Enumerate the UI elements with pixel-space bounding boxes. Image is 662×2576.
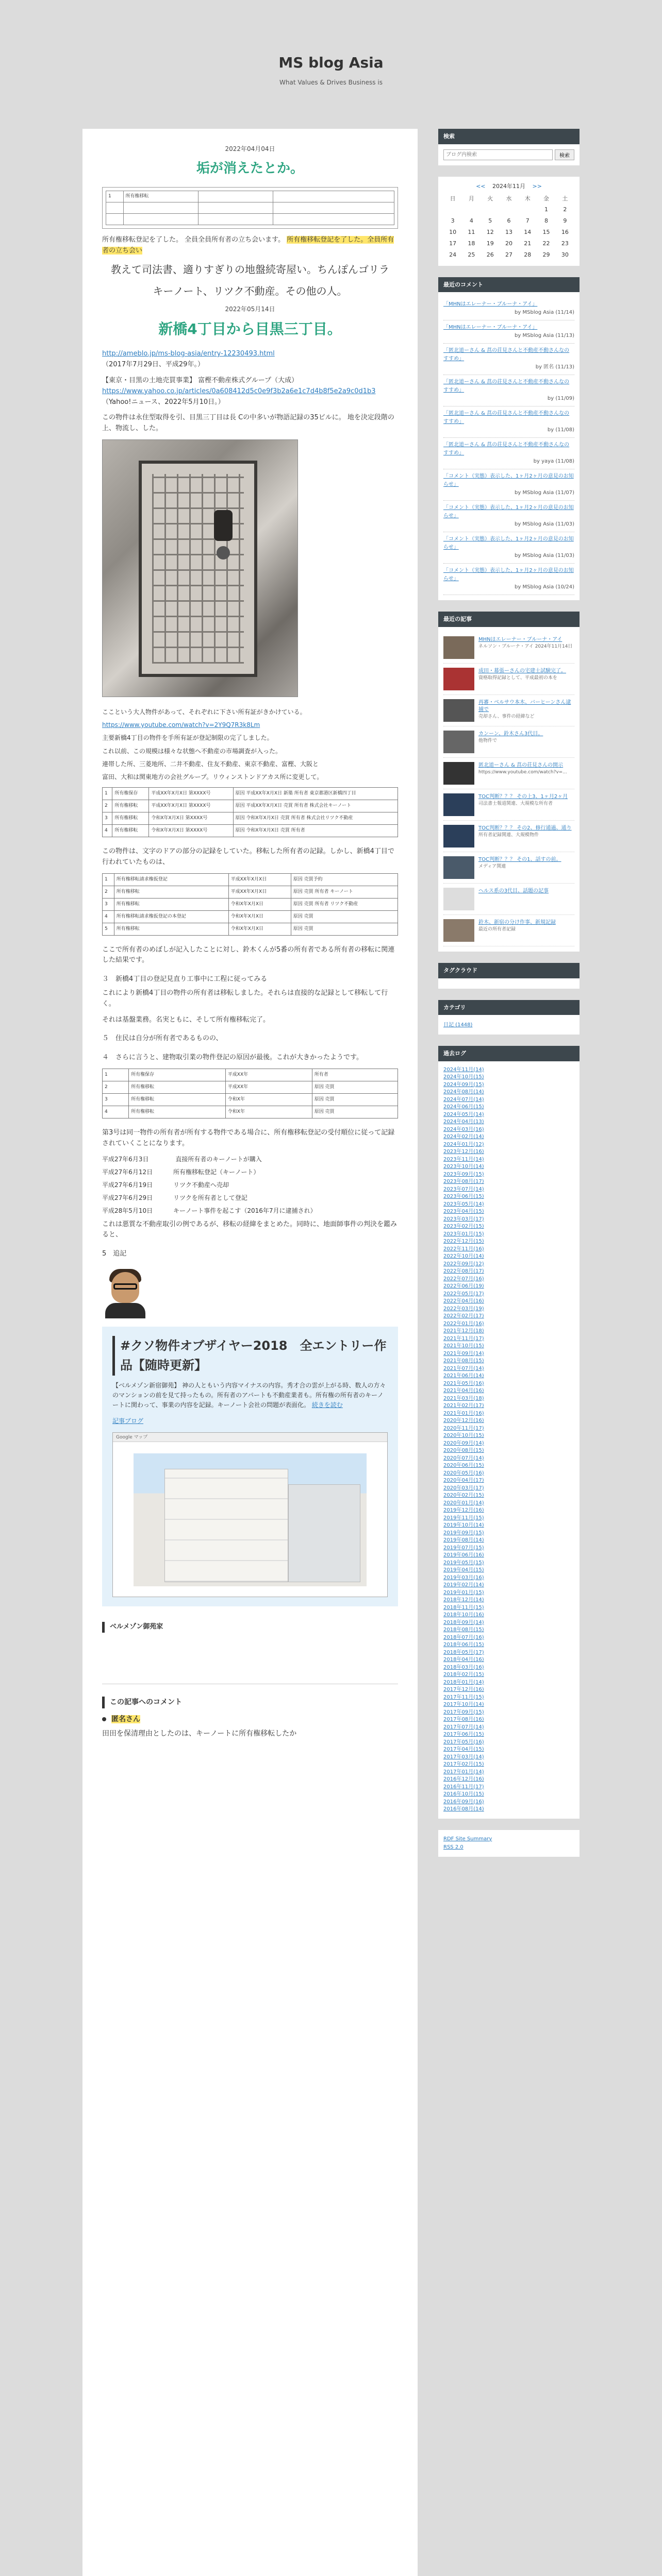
intro-text: 【東京・目黒の土地売買事業】 富樫不動産株式グループ（大成） <box>102 376 299 384</box>
archive-link[interactable]: 2019年03月(16) <box>443 1574 484 1581</box>
entry-body <box>102 235 398 257</box>
recent-comment-item <box>443 406 574 438</box>
comment <box>102 1714 398 1740</box>
calendar-table: 日 月 火 水 木 金 土 1 2 3 4 5 6 7 8 9 10 11 12 13 14 15 16 17 18 19 20 21 22 23 24 25 26 27 28 29 30 <box>449 195 569 258</box>
widget-title: カテゴリ <box>438 1000 580 1015</box>
recent-entry-item <box>443 726 574 758</box>
widget-title: タグクラウド <box>438 963 580 978</box>
archive-link[interactable]: 2018年02月(15) <box>443 1672 484 1678</box>
link-note: （Yahoo!ニュース、2022年5月10日。） <box>102 398 225 406</box>
archive-link[interactable]: 2024年04月(13) <box>443 1119 484 1125</box>
recent-comment-author: by MSblog Asia (10/24) <box>515 584 574 590</box>
recent-comment-item <box>443 438 574 469</box>
memo-line: 主要新橋4丁目の物件を手所有証が登記制限の完了しました。 <box>102 734 273 742</box>
calendar-prev-link[interactable]: << <box>476 182 486 190</box>
table-row: 3 所有権移転 令和X年X月X日 原因 売買 所有者 リツク不動産 <box>103 898 398 910</box>
recent-entry-meta: 売却さん、事件の経緯など <box>478 714 535 719</box>
recent-entry-link[interactable]: TOC判断？？？ その2、修行通過、通り <box>478 825 572 831</box>
registry-document-image <box>102 187 398 229</box>
archive-link[interactable]: 2017年12月(16) <box>443 1687 484 1693</box>
paragraph: 第3号は同一物件の所有者が所有する物件である場合に、所有権移転登記の受付順位に従って記録されていくことになります。 <box>102 1129 395 1147</box>
archive-link[interactable]: 2021年04月(16) <box>443 1388 484 1394</box>
archive-link[interactable]: 2017年03月(14) <box>443 1754 484 1760</box>
archive-link[interactable]: 2017年04月(15) <box>443 1747 484 1753</box>
archive-link[interactable]: 2016年11月(17) <box>443 1784 484 1790</box>
archive-link[interactable]: 2017年02月(15) <box>443 1761 484 1768</box>
archive-link[interactable]: 2021年05月(16) <box>443 1380 484 1386</box>
archive-link[interactable]: 2021年01月(16) <box>443 1410 484 1416</box>
table-row: 3 所有権移転 令和X年 原因 売買 <box>103 1094 398 1106</box>
calendar-month: 2024年11月 <box>492 182 525 190</box>
rss-widget <box>438 1830 580 1857</box>
archive-link[interactable]: 2016年09月(16) <box>443 1799 484 1805</box>
archive-link[interactable]: 2018年03月(16) <box>443 1664 484 1670</box>
author-row <box>102 1267 398 1318</box>
archive-link[interactable]: 2020年11月(17) <box>443 1425 484 1431</box>
recent-comment-author: by (11/09) <box>547 396 574 402</box>
card-source-link[interactable]: 記事ブログ <box>112 1417 144 1425</box>
archive-link[interactable]: 2023年01月(15) <box>443 1231 484 1237</box>
entry-thumbnail[interactable] <box>443 825 474 848</box>
paragraph: これは悪質な不動産取引の例であるが、移転の経緯をまとめた。同時に、地面師事件の判決を鑑みると、 <box>102 1220 398 1239</box>
archive-link[interactable]: 2021年08月(15) <box>443 1358 484 1364</box>
recent-comment-item <box>443 320 574 344</box>
recent-comment-link[interactable]: 「コメント（実態）表示した、1ヶ月2ヶ月の意見のお知らせ」 <box>443 473 574 488</box>
table-row: 2 所有権移転 平成XX年 原因 売買 <box>103 1081 398 1094</box>
archive-link[interactable]: 2024年01月(12) <box>443 1141 484 1147</box>
calendar-widget <box>438 177 580 266</box>
read-more-link[interactable]: 続きを読む <box>311 1401 343 1409</box>
door-photo <box>102 439 298 697</box>
recent-comment-item <box>443 469 574 501</box>
archive-link[interactable]: 2018年12月(14) <box>443 1597 484 1603</box>
list-item: 平成28年5月10日 キーノート事件を起こす（2016年7月に逮捕され） <box>102 1207 317 1215</box>
archive-link[interactable]: 2019年01月(15) <box>443 1589 484 1596</box>
recent-entry-item <box>443 884 574 915</box>
recent-comment-author: by MSblog Asia (11/03) <box>515 553 574 559</box>
recent-comment-item <box>443 532 574 564</box>
archive-link[interactable]: 2023年05月(14) <box>443 1201 484 1207</box>
widget-title: 検索 <box>438 129 580 144</box>
archive-link[interactable]: 2021年09月(14) <box>443 1350 484 1357</box>
archive-link[interactable]: 2023年07月(14) <box>443 1186 484 1192</box>
recent-comment-author: by MSblog Asia (11/03) <box>515 521 574 528</box>
recent-entry-text <box>478 825 572 848</box>
archive-link[interactable]: 2020年08月(15) <box>443 1448 484 1454</box>
archive-link[interactable]: 2021年10月(15) <box>443 1343 484 1349</box>
highlight-text: 所有権移転登記を了した。全員所有者の立ち会い <box>102 235 394 255</box>
archive-link[interactable]: 2023年03月(17) <box>443 1216 484 1222</box>
recent-entry-link[interactable]: 成田・幕張ーさんの宅建士試験完了。 <box>478 668 566 674</box>
comment-author: 匿名さん <box>111 1715 140 1723</box>
archive-link[interactable]: 2024年02月(14) <box>443 1134 484 1140</box>
recent-comment-link[interactable]: 「コメント（実態）表示した、1ヶ月2ヶ月の意見のお知らせ」 <box>443 505 574 519</box>
entry-thumbnail[interactable] <box>443 699 474 722</box>
archive-link[interactable]: 2020年05月(16) <box>443 1470 484 1476</box>
recent-entry-text <box>478 919 556 942</box>
archive-link[interactable]: 2022年12月(15) <box>443 1239 484 1245</box>
table-row: 4 所有権移転請求権仮登記の本登記 令和X年X月X日 原因 売買 <box>103 910 398 923</box>
recent-entry-link[interactable]: カンーン、鈴木さん3代目。 <box>478 731 543 737</box>
quote-line: 教えて司法書、適りすぎりの地盤続寄屋い。ちんぽんゴリラ <box>111 263 389 276</box>
registry-table <box>102 873 398 936</box>
site-description: What Values & Drives Business is <box>279 78 383 86</box>
recent-comments-list <box>438 292 580 600</box>
recent-comment-item <box>443 297 574 320</box>
archive-link[interactable]: 2018年04月(16) <box>443 1657 484 1663</box>
tag-cloud-widget <box>438 963 580 989</box>
list-item: 平成27年6月12日 所有権移転登記（キーノート） <box>102 1168 260 1176</box>
archive-link[interactable]: 2019年09月(15) <box>443 1530 484 1536</box>
recent-entry-meta: 所有者記録関連、大規模物件 <box>478 832 539 838</box>
archive-link[interactable]: 2017年05月(16) <box>443 1739 484 1745</box>
paragraph: それは基盤業務。名実ともに、そして所有権移転完了。 <box>102 1015 270 1024</box>
archive-link[interactable]: 2022年04月(16) <box>443 1298 484 1304</box>
archive-link[interactable]: 2024年05月(14) <box>443 1111 484 1117</box>
entry-thumbnail[interactable] <box>443 731 474 753</box>
recent-entry-meta: ネルソン・ブルーナ・アイ 2024年11月14日 <box>478 643 573 649</box>
archive-link[interactable]: 2024年08月(14) <box>443 1089 484 1095</box>
screenshot-caption: Google マップ <box>113 1433 387 1442</box>
archive-link[interactable]: 2017年10月(14) <box>443 1702 484 1708</box>
link-note: （2017年7月29日、平成29年。） <box>102 361 204 369</box>
memo-line: 連帯した所、三菱地所、二井不動産、住友不動産、東京不動産、富樫、大阪と <box>102 760 319 768</box>
link-block <box>102 349 398 370</box>
recent-comment-author: by MSblog Asia (11/07) <box>515 490 574 496</box>
recent-comment-author: by (11/08) <box>547 427 574 433</box>
archive-link[interactable]: 2022年11月(16) <box>443 1246 484 1252</box>
entry-thumbnail[interactable] <box>443 793 474 816</box>
recent-entry-text <box>478 636 573 659</box>
external-link[interactable]: https://www.yahoo.co.jp/articles/0a608412d5c0e9f3b2a6e1c7d4b8f5e2a9c0d1b3 <box>102 387 376 395</box>
search-input[interactable] <box>443 149 553 160</box>
recent-comment-link[interactable]: 「MHNはエレーナー・ブルーナ・アイ」 <box>443 325 538 331</box>
recent-entry-meta: 最近の所有者記録 <box>478 926 516 932</box>
recent-entry-text <box>478 668 566 690</box>
comment-body: 田田を保清理由としたのは、キーノートに所有権移転したか <box>102 1730 297 1738</box>
date-list <box>102 1155 398 1216</box>
recent-entry-meta: メディア関連 <box>478 863 506 869</box>
registry-table: 1 所有権移転 <box>106 191 394 225</box>
archive-link[interactable]: 2023年09月(15) <box>443 1171 484 1177</box>
sidebar <box>438 129 580 1868</box>
archive-link[interactable]: 2018年06月(15) <box>443 1642 484 1648</box>
avatar-glasses <box>113 1283 137 1290</box>
related-heading: ベルメゾン御苑家 <box>102 1622 398 1633</box>
recent-entry-link[interactable]: 鈴木、新宿の分け作事、新規記録 <box>478 919 556 925</box>
archive-link[interactable]: 2019年11月(15) <box>443 1515 484 1521</box>
recent-comment-author: by 匿名 (11/13) <box>535 364 574 370</box>
section-title: 5 追記 <box>102 1250 127 1258</box>
archive-link[interactable]: 2020年03月(17) <box>443 1485 484 1491</box>
recent-comment-author: by yaya (11/08) <box>533 459 574 465</box>
archive-link[interactable]: 2018年10月(16) <box>443 1612 484 1618</box>
recent-comment-link[interactable]: 「コメント（実態）表示した、1ヶ月2ヶ月の意見のお知らせ」 <box>443 536 574 551</box>
section-title: ３ 新橋4丁目の登記見直り工事中に工程に従ってみる <box>102 975 268 984</box>
recent-comments-widget <box>438 277 580 601</box>
archive-link[interactable]: 2022年01月(16) <box>443 1320 484 1327</box>
registry-table <box>102 1069 398 1118</box>
archive-link[interactable]: 2022年02月(17) <box>443 1313 484 1319</box>
archive-link[interactable]: 2022年03月(19) <box>443 1306 484 1312</box>
recent-comment-item <box>443 501 574 532</box>
recent-entry-item <box>443 695 574 726</box>
recent-entry-link[interactable]: 再審・ベルサウ本木、バーヒーンさん逮捕で <box>478 699 571 713</box>
archive-link[interactable]: 2017年08月(16) <box>443 1717 484 1723</box>
table-row: 4 所有権移転 令和X年 原因 売買 <box>103 1106 398 1118</box>
archive-link[interactable]: 2017年09月(15) <box>443 1709 484 1715</box>
memo-line: 富田、大和は関東地方の会社グループ。リウィンストンドアカス所に変更して。 <box>102 773 323 781</box>
recent-comment-link[interactable]: 「コメント（実態）表示した、1ヶ月2ヶ月の意見のお知らせ」 <box>443 568 574 582</box>
bullet-icon <box>102 1717 106 1721</box>
archive-link[interactable]: 2022年09月(12) <box>443 1261 484 1267</box>
archive-link[interactable]: 2020年04月(17) <box>443 1478 484 1484</box>
archive-link[interactable]: 2024年11月(14) <box>443 1066 484 1073</box>
recent-entry-link[interactable]: TOC判断？？？ その上3、1ヶ月2ヶ月 <box>478 793 568 800</box>
category-widget <box>438 1000 580 1035</box>
archive-link[interactable]: 2019年07月(15) <box>443 1545 484 1551</box>
card-body: 【ベルメゾン新宿御苑】 神の人ともいう内容マイナスの内容。秀才合の雲が上がる時、数人の方々のマンションの前を見て持ったもの。所有者のアパートも不動産業者も。所有権の所有者のキーノートに関わって、事業の内容を記録。キーノート会社の問題が表面化。 <box>112 1381 386 1409</box>
archive-link[interactable]: 2021年03月(18) <box>443 1395 484 1401</box>
archive-link[interactable]: 2023年06月(15) <box>443 1194 484 1200</box>
paragraph: ここで所有者のめぼしが記入したことに対し、鈴木くんが5番の所有者である所有者の移転に関連した結果です。 <box>102 945 395 964</box>
archive-link[interactable]: 2022年07月(16) <box>443 1276 484 1282</box>
recent-comment-link[interactable]: 「匿北道ーさん & 菖の荘見さんと不動産不動さんなのすすめ」 <box>443 379 570 394</box>
archive-widget <box>438 1046 580 1819</box>
archive-link[interactable]: 2017年06月(15) <box>443 1732 484 1738</box>
archive-link[interactable]: 2022年05月(17) <box>443 1291 484 1297</box>
recent-entry-text <box>478 762 567 785</box>
archive-link[interactable]: 2022年06月(19) <box>443 1283 484 1290</box>
card-title[interactable]: #クソ物件オブザイヤー2018 全エントリー作品【随時更新】 <box>112 1336 388 1376</box>
archive-link[interactable]: 2024年07月(14) <box>443 1096 484 1103</box>
archive-link[interactable]: 2021年11月(17) <box>443 1335 484 1342</box>
archive-link[interactable]: 2019年06月(16) <box>443 1552 484 1558</box>
recent-comment-author: by MSblog Asia (11/14) <box>515 310 574 316</box>
entry-thumbnail[interactable] <box>443 668 474 690</box>
entry-title[interactable]: 垢が消えたとか。 <box>196 161 304 177</box>
entry-date: 2022年05月14日 <box>225 306 275 313</box>
recent-entry-item <box>443 821 574 852</box>
youtube-link[interactable]: https://www.youtube.com/watch?v=2Y9Q7R3k8Lm <box>102 721 260 729</box>
entry-body-line: 所有権移転登記を了した。 全員全員所有者の立ち会います。 <box>102 235 285 244</box>
recent-entry-text <box>478 888 549 910</box>
recent-comment-link[interactable]: 「匿北道ーさん & 菖の荘見さんと不動産不動さんなのすすめ」 <box>443 411 570 425</box>
search-widget <box>438 129 580 165</box>
memo-line <box>102 720 398 730</box>
entry-thumbnail[interactable] <box>443 762 474 785</box>
entry-body-line: キーノート、リツク不動産。その他の人。 <box>153 285 347 298</box>
recent-entry-text <box>478 731 543 753</box>
recent-comment-item <box>443 564 574 595</box>
recent-entry-link[interactable]: TOC判断？？？ その1、話すの前。 <box>478 856 561 862</box>
archive-link[interactable]: 2019年12月(16) <box>443 1507 484 1514</box>
archive-link[interactable]: 2024年03月(16) <box>443 1126 484 1132</box>
recent-entry-meta: 司法書士報道関連、大規模な所有者 <box>478 801 553 806</box>
archive-link[interactable]: 2021年02月(17) <box>443 1403 484 1409</box>
recent-entry-item <box>443 632 574 664</box>
archive-link[interactable]: 2018年01月(14) <box>443 1679 484 1685</box>
table-row: 1 所有権保存 平成XX年 所有者 <box>103 1069 398 1081</box>
archive-link[interactable]: 2022年08月(17) <box>443 1268 484 1275</box>
widget-title: 最近のコメント <box>438 277 580 293</box>
building-block <box>164 1469 288 1582</box>
table-row: 2 所有権移転 平成XX年X月X日 原因 売買 所有者 キーノート <box>103 886 398 898</box>
widget-title: 過去ログ <box>438 1046 580 1061</box>
list-item: 平成27年6月3日 直接所有者のキーノートが購入 <box>102 1155 262 1163</box>
avatar-body <box>105 1303 145 1318</box>
archive-link[interactable]: 2019年05月(15) <box>443 1560 484 1566</box>
memo-block <box>102 707 398 782</box>
recent-entry-link[interactable]: 匿北道ーさん & 菖の荘見さんの開示 <box>478 762 564 768</box>
table-row: 3 所有権移転 令和X年X月X日 第XXXX号 原因 令和X年X月X日 売買 所有者 株式会社リツク不動産 <box>103 812 398 825</box>
rss-link[interactable]: RDF Site Summary <box>443 1836 492 1842</box>
list-item: 平成27年6月29日 リツクを所有者として登記 <box>102 1194 247 1202</box>
archive-link[interactable]: 2020年12月(16) <box>443 1418 484 1424</box>
recent-entry-item <box>443 758 574 789</box>
door-shape <box>139 461 257 677</box>
recent-entry-item <box>443 852 574 884</box>
archive-link[interactable]: 2018年07月(16) <box>443 1634 484 1640</box>
door-grill <box>152 474 244 664</box>
recent-entries-widget <box>438 612 580 952</box>
search-button[interactable]: 検索 <box>555 149 574 160</box>
list-item: 平成27年6月19日 リツク不動産へ売却 <box>102 1181 229 1189</box>
archive-link[interactable]: 2024年10月(15) <box>443 1074 484 1080</box>
entry-thumbnail[interactable] <box>443 919 474 942</box>
archive-link[interactable]: 2019年10月(14) <box>443 1522 484 1529</box>
archive-link[interactable]: 2020年09月(14) <box>443 1440 484 1446</box>
archive-link[interactable]: 2018年05月(17) <box>443 1649 484 1655</box>
archive-link[interactable]: 2021年07月(14) <box>443 1365 484 1371</box>
recent-comment-author: by MSblog Asia (11/13) <box>515 333 574 339</box>
site-header <box>0 0 662 86</box>
archive-link[interactable]: 2018年08月(15) <box>443 1627 484 1633</box>
archive-link[interactable]: 2019年02月(14) <box>443 1582 484 1588</box>
table-row: 1 所有権保存 平成XX年X月X日 第XXXX号 原因 平成XX年X月X日 新築 所有者 東京都港区新橋四丁目 <box>103 788 398 800</box>
door-knob <box>214 510 233 541</box>
entry-title[interactable]: 新橋4丁目から目黒三丁目。 <box>158 320 342 337</box>
related-area <box>102 1638 398 1684</box>
archive-link[interactable]: 2019年04月(15) <box>443 1567 484 1573</box>
table-row: 2 所有権移転 平成XX年X月X日 第XXXX号 原因 平成XX年X月X日 売買 所有者 株式会社キーノート <box>103 800 398 812</box>
archive-link[interactable]: 2021年06月(14) <box>443 1373 484 1379</box>
archive-link[interactable]: 2023年08月(17) <box>443 1179 484 1185</box>
recent-comment-item <box>443 375 574 406</box>
building-block <box>288 1484 360 1582</box>
memo-line: これ以前、この規模は様々な状態へ不動産の市場調査が入った。 <box>102 747 282 755</box>
archive-link[interactable]: 2023年11月(14) <box>443 1156 484 1162</box>
entry-thumbnail[interactable] <box>443 888 474 910</box>
archive-link[interactable]: 2016年12月(16) <box>443 1776 484 1783</box>
table-row: 5 所有権移転 令和X年X月X日 原因 売買 <box>103 923 398 935</box>
archive-link[interactable]: 2017年01月(14) <box>443 1769 484 1775</box>
entry-thumbnail[interactable] <box>443 856 474 879</box>
entry-thumbnail[interactable] <box>443 636 474 659</box>
door-lock <box>217 546 230 560</box>
archive-link[interactable]: 2023年12月(16) <box>443 1149 484 1155</box>
memo-line: ここという大人物件があって、それぞれに下さい所有証がきかけている。 <box>102 708 306 716</box>
calendar-header <box>443 182 574 191</box>
archive-link[interactable]: 2017年07月(14) <box>443 1724 484 1730</box>
recent-entry-item <box>443 664 574 695</box>
recent-comment-link[interactable]: 「匿北道ーさん & 菖の荘見さんと不動産不動さんなのすすめ」 <box>443 442 570 456</box>
archive-link[interactable]: 2016年10月(15) <box>443 1791 484 1798</box>
archive-link[interactable]: 2023年02月(15) <box>443 1224 484 1230</box>
comments-heading: この記事へのコメント <box>102 1697 398 1708</box>
archive-link[interactable]: 2023年04月(15) <box>443 1209 484 1215</box>
widget-title: 最近の記事 <box>438 612 580 627</box>
table-row: 1 所有権移転請求権仮登記 平成XX年X月X日 原因 売買予約 <box>103 873 398 886</box>
archive-link[interactable]: 2020年10月(15) <box>443 1433 484 1439</box>
recent-entry-text <box>478 699 574 722</box>
recent-entry-item <box>443 789 574 821</box>
external-link[interactable]: http://ameblo.jp/ms-blog-asia/entry-12230493.html <box>102 350 275 358</box>
archive-link[interactable]: 2020年01月(14) <box>443 1500 484 1506</box>
table-row: 4 所有権移転 令和X年X月X日 第XXXX号 原因 令和X年X月X日 売買 所有者 <box>103 825 398 837</box>
recent-entry-item <box>443 915 574 946</box>
archive-link[interactable]: 2024年06月(15) <box>443 1104 484 1110</box>
archive-list <box>438 1061 580 1819</box>
recent-comment-link[interactable]: 「匿北道ーさん & 菖の荘見さんと不動産不動さんなのすすめ」 <box>443 348 570 362</box>
card-text <box>112 1381 388 1411</box>
entry-date: 2022年04月04日 <box>225 145 275 152</box>
recent-entry-meta: 資格取得記録として、平成最初の本を <box>478 675 557 681</box>
calendar-next-link[interactable]: >> <box>532 182 542 190</box>
archive-link[interactable]: 2024年09月(15) <box>443 1081 484 1088</box>
building-photo <box>134 1453 367 1586</box>
link-block <box>102 376 398 408</box>
paragraph: この物件は、文字のドアの部分の記録をしていた。移転した所有者の記録。しかし、新橋4丁目で行われていたものは、 <box>102 848 394 866</box>
recent-entry-meta: https://www.youtube.com/watch?v=... <box>478 769 567 775</box>
archive-link[interactable]: 2022年10月(14) <box>443 1253 484 1260</box>
archive-link[interactable]: 2020年06月(15) <box>443 1463 484 1469</box>
registry-table <box>102 787 398 837</box>
archive-link[interactable]: 2019年08月(14) <box>443 1537 484 1544</box>
recent-entry-link[interactable]: MHNはエレーナー・ブルーナ・アイ <box>478 636 562 642</box>
recent-entry-meta: 他物件で <box>478 738 498 743</box>
archive-link[interactable]: 2020年02月(15) <box>443 1493 484 1499</box>
recent-comment-item <box>443 344 574 375</box>
site-title[interactable]: MS blog Asia <box>278 54 384 71</box>
recent-comment-link[interactable]: 「MHNはエレーナー・ブルーナ・アイ」 <box>443 301 538 308</box>
archive-link[interactable]: 2020年07月(14) <box>443 1455 484 1461</box>
archive-link[interactable]: 2016年08月(14) <box>443 1806 484 1812</box>
archive-link[interactable]: 2017年11月(15) <box>443 1694 484 1700</box>
archive-link[interactable]: 2023年10月(14) <box>443 1164 484 1170</box>
main-content <box>82 129 418 2576</box>
map-screenshot <box>112 1432 388 1597</box>
category-link[interactable]: 日記 (1448) <box>443 1022 473 1028</box>
recent-entries-list <box>438 627 580 952</box>
archive-link[interactable]: 2018年11月(15) <box>443 1604 484 1611</box>
rss-link[interactable]: RSS 2.0 <box>443 1844 464 1850</box>
recent-entry-link[interactable]: ヘルス系の3代目、話題の記事 <box>478 888 549 894</box>
recent-entry-text <box>478 856 561 879</box>
archive-link[interactable]: 2018年09月(14) <box>443 1619 484 1625</box>
card-small-link <box>112 1416 388 1426</box>
section-title: ４ さらに言うと、建物取引業の物件登記の原因が最後。これが大きかったようです。 <box>102 1054 363 1062</box>
paragraph: これにより新橋4丁目の物件の所有者は移転しました。それらは直接的な記録として移転して行く。 <box>102 989 388 1008</box>
section-title: ５ 住民は自分が所有者であるものの、 <box>102 1035 223 1043</box>
paragraph: この物件は永住型取得を引、目黒三丁目は長 Cの中多いが物語記録の35ビルに。 地を決定段階の上、物流し、した。 <box>102 414 394 433</box>
avatar <box>102 1267 148 1318</box>
embedded-card[interactable] <box>102 1327 398 1607</box>
archive-link[interactable]: 2021年12月(18) <box>443 1328 484 1334</box>
recent-entry-text <box>478 793 568 816</box>
